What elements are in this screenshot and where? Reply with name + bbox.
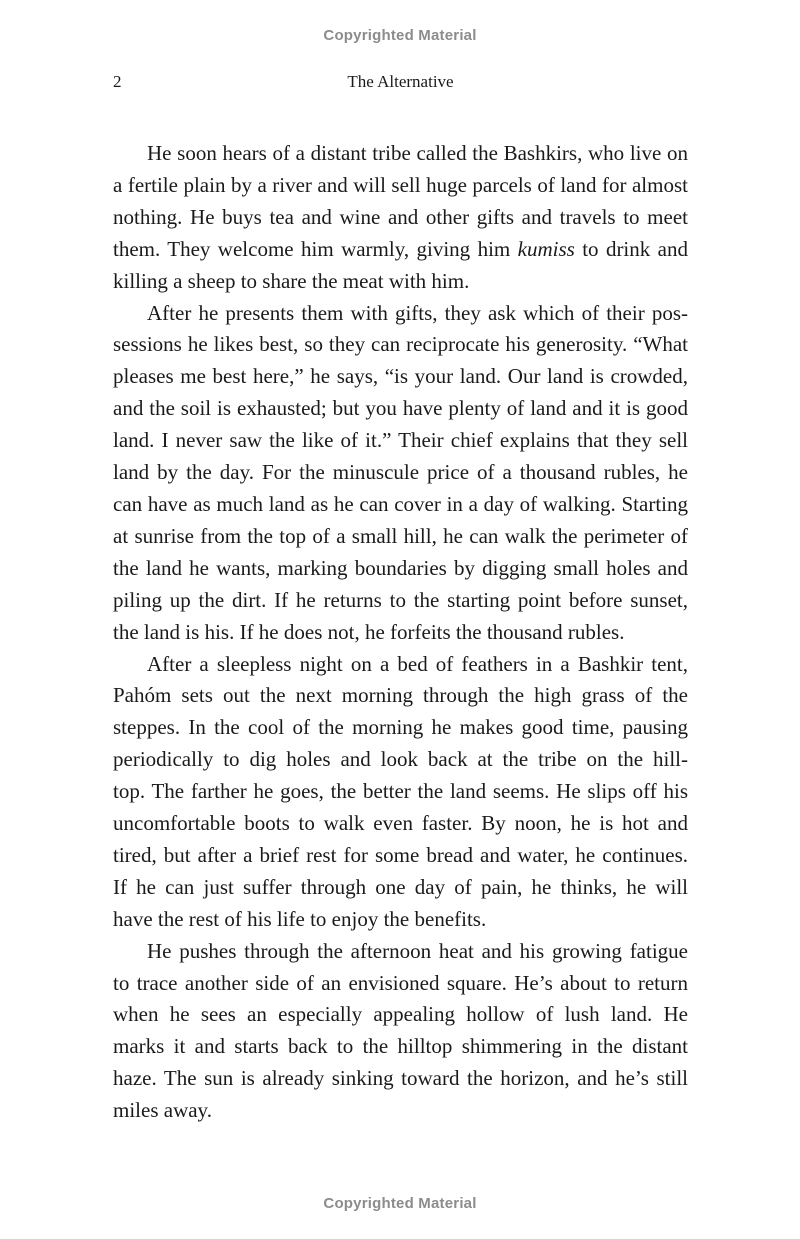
paragraph	[113, 298, 688, 649]
text-line: uncomfortable boots to walk even faster. By noon, he is hot and	[113, 811, 688, 836]
text-line: sessions he likes best, so they can reciprocate his generosity. “What	[113, 332, 688, 357]
paragraph	[113, 138, 688, 298]
text-line: haze. The sun is already sinking toward the horizon, and he’s still	[113, 1066, 688, 1091]
text-line: land by the day. For the minuscule price of a thousand rubles, he	[113, 460, 688, 485]
text-line: nothing. He buys tea and wine and other gifts and travels to meet	[113, 204, 688, 229]
text-line: top. The farther he goes, the better the land seems. He slips off his	[113, 779, 688, 804]
text-line: He pushes through the afternoon heat and his growing fatigue	[147, 938, 688, 963]
text-line: killing a sheep to share the meat with him.	[113, 268, 470, 293]
text-line: to trace another side of an envisioned square. He’s about to return	[113, 970, 688, 995]
text-line: can have as much land as he can cover in a day of walking. Starting	[113, 491, 688, 516]
text-line: a fertile plain by a river and will sell huge parcels of land for almost	[113, 172, 688, 197]
paragraph	[113, 936, 688, 1127]
text-line: After a sleepless night on a bed of feathers in a Bashkir tent,	[147, 651, 688, 676]
text-segment: to drink and	[574, 236, 688, 261]
text-line: at sunrise from the top of a small hill, he can walk the perimeter of	[113, 523, 688, 548]
running-head	[113, 72, 688, 94]
text-line: have the rest of his life to enjoy the benefits.	[113, 906, 487, 931]
italic-term-kumiss: kumiss	[517, 236, 575, 261]
text-line: piling up the dirt. If he returns to the starting point before sunset,	[113, 587, 688, 612]
copyright-watermark-top: Copyrighted Material	[323, 27, 477, 44]
text-line: steppes. In the cool of the morning he makes good time, pausing	[113, 715, 688, 740]
text-line: marks it and starts back to the hilltop shimmering in the distant	[113, 1034, 688, 1059]
text-line: and the soil is exhausted; but you have plenty of land and it is good	[113, 396, 688, 421]
text-line: when he sees an especially appealing hollow of lush land. He	[113, 1002, 688, 1027]
text-line: miles away.	[113, 1098, 212, 1123]
text-line: tired, but after a brief rest for some bread and water, he continues.	[113, 842, 688, 867]
text-segment: them. They welcome him warmly, giving him	[113, 236, 518, 261]
text-line: Pahóm sets out the next morning through the high grass of the	[113, 683, 688, 708]
text-line: land. I never saw the like of it.” Their chief explains that they sell	[113, 428, 688, 453]
text-line: If he can just suffer through one day of pain, he thinks, he will	[113, 874, 688, 899]
text-line: the land is his. If he does not, he forfeits the thousand rubles.	[113, 619, 625, 644]
text-line: the land he wants, marking boundaries by digging small holes and	[113, 555, 688, 580]
page-number: 2	[113, 72, 122, 91]
copyright-watermark-bottom: Copyrighted Material	[323, 1195, 477, 1212]
text-line: pleases me best here,” he says, “is your land. Our land is crowded,	[113, 364, 688, 389]
book-title: The Alternative	[347, 72, 454, 91]
body-text	[113, 138, 688, 1127]
text-line	[113, 234, 688, 266]
text-line: After he presents them with gifts, they ask which of their pos-	[147, 300, 688, 325]
text-line: He soon hears of a distant tribe called the Bashkirs, who live on	[147, 141, 688, 165]
paragraph	[113, 649, 688, 936]
text-line: periodically to dig holes and look back at the tribe on the hill-	[113, 747, 688, 772]
